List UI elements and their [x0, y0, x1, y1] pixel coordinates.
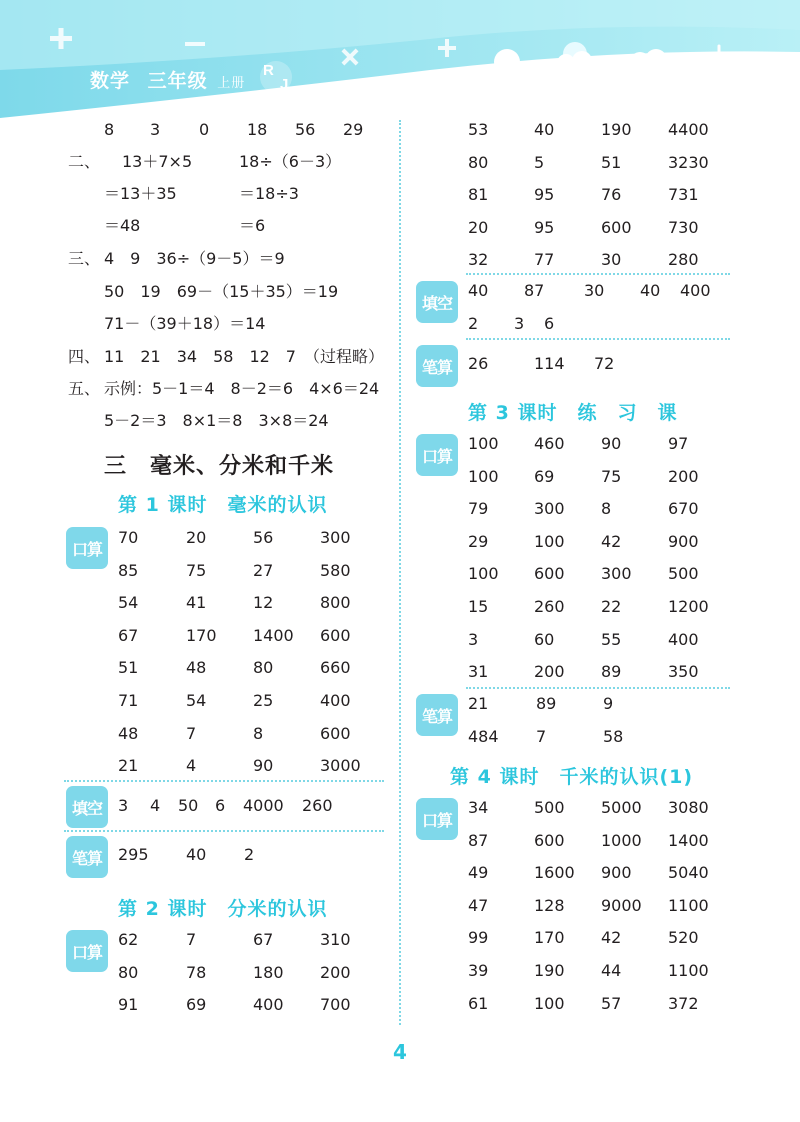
- answer-value: 5000: [601, 798, 642, 817]
- answer-value: 56: [295, 120, 316, 139]
- answer-value: 32: [468, 250, 489, 270]
- answer-value: 170: [534, 928, 565, 948]
- answer-value: 114: [534, 354, 565, 373]
- written-calc-tag: 笔算: [416, 694, 458, 736]
- answer-value: 190: [601, 120, 632, 139]
- answer-value: 30: [601, 250, 622, 270]
- answer-value: 76: [601, 185, 622, 205]
- expression-step: ＝13＋35: [104, 184, 177, 203]
- answer-value: 51: [118, 658, 139, 678]
- answer-value: 62: [118, 930, 139, 949]
- answer-value: 67: [118, 625, 139, 645]
- answer-value: 128: [534, 895, 565, 915]
- expression-step: ＝48: [104, 216, 141, 235]
- answer-value: 600: [320, 723, 351, 743]
- answer-value: 67: [253, 930, 274, 949]
- answer-value: 700: [320, 995, 351, 1015]
- answer-value: 400: [320, 691, 351, 710]
- answer-value: 900: [601, 863, 632, 883]
- answer-value: 72: [594, 354, 615, 373]
- answer-value: 87: [524, 281, 545, 300]
- answer-value: 300: [534, 499, 565, 519]
- answer-value: 85: [118, 560, 139, 580]
- answer-value: 5: [534, 152, 545, 172]
- answer-value: 60: [534, 629, 555, 649]
- answer-value: 21: [468, 694, 489, 713]
- answer-value: 41: [186, 593, 207, 613]
- answer-value: 170: [186, 625, 217, 645]
- answer-value: 200: [534, 662, 565, 682]
- answer-value: 70: [118, 528, 139, 547]
- answer-value: 260: [302, 796, 333, 815]
- answer-value: 295: [118, 845, 149, 864]
- answer-value: 75: [601, 466, 622, 486]
- answer-value: 600: [534, 564, 565, 584]
- lesson-title: 第 4 课时 千米的认识(1): [450, 766, 694, 788]
- header-title: [90, 66, 245, 93]
- answer-value: 49: [468, 863, 489, 883]
- answer-value: 95: [534, 217, 555, 237]
- answer-value: 400: [680, 281, 711, 300]
- answer-value: 5040: [668, 863, 709, 883]
- answer-value: 2: [244, 845, 255, 864]
- answer-value: 48: [118, 723, 139, 743]
- answer-value: 400: [668, 629, 699, 649]
- answer-value: 40: [186, 845, 207, 864]
- answer-value: 51: [601, 152, 622, 172]
- answer-value: 300: [320, 528, 351, 547]
- answer-value: 100: [534, 993, 565, 1013]
- expression: 18÷（6－3）: [239, 152, 342, 171]
- answer-value: 80: [118, 962, 139, 982]
- answer-value: 58: [603, 727, 624, 746]
- answer-value: 15: [468, 597, 489, 616]
- answer-value: 97: [668, 434, 689, 453]
- answer-value: 1000: [601, 830, 642, 850]
- page-number: 4: [393, 1040, 407, 1064]
- header-grade: 三年级: [147, 70, 208, 92]
- answer-value: 4000: [243, 796, 284, 815]
- answer-value: 730: [668, 217, 699, 237]
- answer-value: 300: [601, 564, 632, 584]
- badge-letter-j: J: [280, 76, 289, 93]
- answer-value: 3: [150, 120, 161, 139]
- answer-value: 12: [253, 593, 274, 613]
- answer-value: 22: [601, 597, 622, 616]
- answer-value: 42: [601, 928, 622, 948]
- expression: 13＋7×5: [122, 152, 193, 171]
- answer-value: 3: [468, 629, 479, 649]
- answer-value: 520: [668, 928, 699, 948]
- answer-value: 40: [640, 281, 661, 300]
- answer-value: 56: [253, 528, 274, 547]
- answer-value: 3230: [668, 152, 709, 172]
- answer-line: 5－2＝3 8×1＝8 3×8＝24: [104, 411, 329, 430]
- answer-value: 30: [584, 281, 605, 300]
- sun-icon: [494, 49, 520, 75]
- answer-line: 11 21 34 58 12 7 （过程略）: [104, 347, 384, 366]
- answer-value: 53: [468, 120, 489, 139]
- answer-value: 260: [534, 597, 565, 616]
- answer-value: 8: [253, 723, 264, 743]
- answer-value: 1100: [668, 895, 709, 915]
- answer-value: 372: [668, 993, 699, 1013]
- answer-value: 100: [468, 466, 499, 486]
- answer-value: 100: [468, 434, 499, 453]
- answer-value: 81: [468, 185, 489, 205]
- written-calc-tag: 笔算: [66, 836, 108, 878]
- dotted-separator: [64, 780, 384, 782]
- answer-value: 600: [534, 830, 565, 850]
- answer-value: 7: [536, 727, 547, 746]
- answer-value: 4: [186, 756, 197, 776]
- answer-value: 190: [534, 961, 565, 980]
- answer-value: 71: [118, 691, 139, 710]
- rain-cloud-icon: [626, 49, 670, 85]
- answer-value: 40: [534, 120, 555, 139]
- answer-value: 7: [186, 930, 197, 949]
- answer-value: 500: [668, 564, 699, 584]
- answer-value: 100: [468, 564, 499, 584]
- answer-value: 1400: [668, 830, 709, 850]
- answer-value: 9: [603, 694, 614, 713]
- lesson-title: 第 2 课时 分米的认识: [118, 898, 328, 920]
- answer-line: 71－（39＋18）＝14: [104, 314, 266, 333]
- answer-value: 100: [534, 531, 565, 551]
- lesson-title: 第 3 课时 练 习 课: [468, 402, 678, 424]
- answer-value: 18: [247, 120, 268, 139]
- section-number: 三、: [68, 249, 101, 268]
- badge-letter-r: R: [263, 62, 274, 79]
- answer-value: 6: [544, 314, 555, 333]
- answer-value: 600: [601, 217, 632, 237]
- answer-value: 31: [468, 662, 489, 682]
- answer-value: 57: [601, 993, 622, 1013]
- answer-value: 69: [534, 466, 555, 486]
- answer-value: 79: [468, 499, 489, 519]
- answer-value: 3: [118, 796, 129, 815]
- answer-value: 80: [468, 152, 489, 172]
- dotted-separator: [466, 687, 730, 689]
- answer-value: 800: [320, 593, 351, 613]
- answer-value: 95: [534, 185, 555, 205]
- answer-value: 77: [534, 250, 555, 270]
- answer-value: 580: [320, 560, 351, 580]
- answer-value: 1400: [253, 625, 294, 645]
- dotted-separator: [466, 273, 730, 275]
- oral-calc-tag: 口算: [66, 930, 108, 972]
- answer-value: 660: [320, 658, 351, 678]
- chapter-title: 三 毫米、分米和千米: [104, 454, 335, 479]
- answer-value: 69: [186, 995, 207, 1015]
- answer-value: 200: [320, 962, 351, 982]
- answer-value: 4: [150, 796, 161, 815]
- answer-value: 89: [601, 662, 622, 682]
- oral-calc-tag: 口算: [416, 434, 458, 476]
- answer-value: 20: [468, 217, 489, 237]
- answer-value: 55: [601, 629, 622, 649]
- answer-value: 27: [253, 560, 274, 580]
- answer-value: 460: [534, 434, 565, 453]
- answer-value: 75: [186, 560, 207, 580]
- answer-value: 900: [668, 531, 699, 551]
- answer-value: 1100: [668, 961, 709, 980]
- answer-value: 39: [468, 961, 489, 980]
- answer-value: 90: [601, 434, 622, 453]
- answer-value: 1600: [534, 863, 575, 883]
- section-number: 四、: [68, 347, 101, 366]
- answer-value: 310: [320, 930, 351, 949]
- answer-value: 350: [668, 662, 699, 682]
- answer-value: 200: [668, 466, 699, 486]
- column-divider: [399, 120, 401, 1025]
- answer-value: 400: [253, 995, 284, 1015]
- answer-value: 670: [668, 499, 699, 519]
- answer-value: 80: [253, 658, 274, 678]
- lesson-title: 第 1 课时 毫米的认识: [118, 494, 328, 516]
- answer-value: 47: [468, 895, 489, 915]
- dotted-separator: [64, 830, 384, 832]
- answer-value: 8: [601, 499, 612, 519]
- answer-value: 48: [186, 658, 207, 678]
- answer-value: 99: [468, 928, 489, 948]
- dotted-separator: [466, 338, 730, 340]
- answer-value: 1200: [668, 597, 709, 616]
- answer-value: 25: [253, 691, 274, 710]
- answer-line: 4 9 36÷（9－5）＝9: [104, 249, 285, 268]
- answer-value: 26: [468, 354, 489, 373]
- answer-value: 3: [514, 314, 525, 333]
- answer-line: 示例：5－1＝4 8－2＝6 4×6＝24: [104, 379, 380, 398]
- answer-value: 484: [468, 727, 499, 746]
- answer-value: 500: [534, 798, 565, 817]
- answer-value: 42: [601, 531, 622, 551]
- answer-value: 280: [668, 250, 699, 270]
- answer-value: 2: [468, 314, 479, 333]
- answer-line: 50 19 69－（15＋35）＝19: [104, 282, 339, 301]
- minus-icon: [185, 42, 205, 46]
- oral-calc-tag: 口算: [416, 798, 458, 840]
- section-number: 五、: [68, 379, 101, 398]
- answer-value: 180: [253, 962, 284, 982]
- oral-calc-tag: 口算: [66, 527, 108, 569]
- answer-value: 8: [104, 120, 115, 139]
- answer-value: 90: [253, 756, 274, 776]
- expression-step: ＝6: [239, 216, 266, 235]
- answer-value: 3000: [320, 756, 361, 776]
- answer-value: 3080: [668, 798, 709, 817]
- header-subject: 数学: [90, 70, 131, 92]
- answer-value: 600: [320, 625, 351, 645]
- answer-value: 91: [118, 995, 139, 1015]
- answer-value: 87: [468, 830, 489, 850]
- section-number: 二、: [68, 152, 101, 171]
- answer-value: 54: [186, 691, 207, 710]
- written-calc-tag: 笔算: [416, 345, 458, 387]
- header-banner: [0, 0, 800, 125]
- answer-value: 29: [343, 120, 364, 139]
- answer-value: 7: [186, 723, 197, 743]
- answer-value: 89: [536, 694, 557, 713]
- banner-graphic: [0, 0, 800, 125]
- answer-value: 54: [118, 593, 139, 613]
- answer-value: 9000: [601, 895, 642, 915]
- expression-step: ＝18÷3: [239, 184, 299, 203]
- answer-value: 731: [668, 185, 699, 205]
- answer-value: 20: [186, 528, 207, 547]
- answer-value: 6: [215, 796, 226, 815]
- fill-blank-tag: 填空: [66, 786, 108, 828]
- answer-value: 34: [468, 798, 489, 817]
- header-volume: 上册: [217, 76, 246, 91]
- answer-value: 4400: [668, 120, 709, 139]
- answer-value: 40: [468, 281, 489, 300]
- answer-value: 44: [601, 961, 622, 980]
- answer-value: 29: [468, 531, 489, 551]
- answer-value: 21: [118, 756, 139, 776]
- fill-blank-tag: 填空: [416, 281, 458, 323]
- answer-value: 50: [178, 796, 199, 815]
- answer-value: 0: [199, 120, 210, 139]
- answer-value: 61: [468, 993, 489, 1013]
- answer-value: 78: [186, 962, 207, 982]
